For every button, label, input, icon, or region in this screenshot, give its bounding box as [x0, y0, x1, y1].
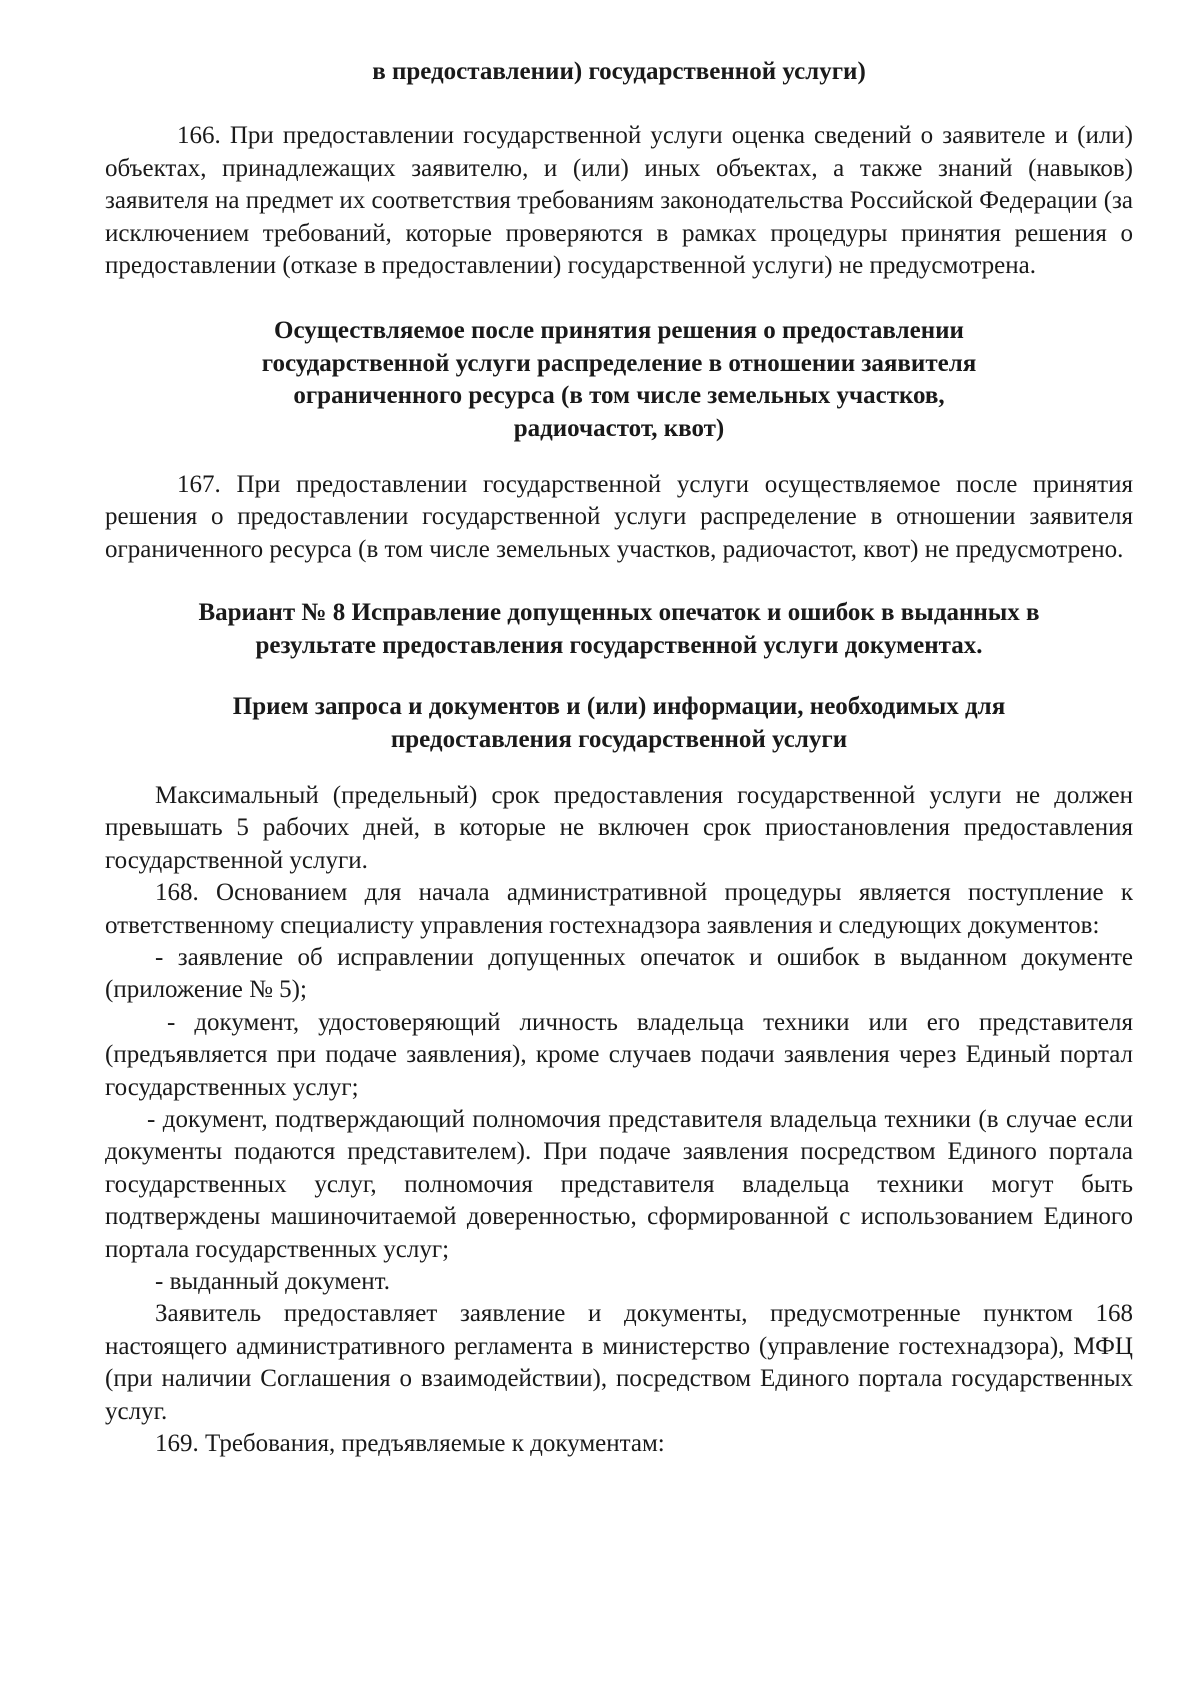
paragraph-168: 168. Основанием для начала административной процедуры является поступление к ответственному специалисту управления гостехнадзора заявления и следующих документов:	[105, 879, 1133, 939]
list-item-issued-document: - выданный документ.	[155, 1268, 390, 1295]
heading-reception-line-2: предоставления государственной услуги	[390, 725, 848, 753]
heading-distribution	[105, 315, 1133, 445]
paragraph-169: 169. Требования, предъявляемые к документам:	[155, 1430, 665, 1458]
heading-reception	[105, 691, 1133, 756]
document-page	[105, 56, 1133, 1460]
list-item-identity-document: - документ, удостоверяющий личность владельца техники или его представителя (предъявляется при подаче заявления), кроме случаев подачи заявления через Единый портал государственных услуг;	[105, 1008, 1133, 1101]
heading-variant-line-2: результате предоставления государственной услуги документах.	[255, 631, 983, 659]
paragraph-applicant: Заявитель предоставляет заявление и документы, предусмотренные пунктом 168 настоящего административного регламента в министерство (управление гостехнадзора), МФЦ (при наличии Соглашения о взаимодействии), посредством Единого портала государственных услуг.	[105, 1300, 1133, 1425]
heading-distribution-line-4: радиочастот, квот)	[513, 414, 725, 442]
heading-variant-line-1: Вариант № 8 Исправление допущенных опечаток и ошибок в выданных в	[198, 599, 1040, 627]
list-item-authority-document: - документ, подтверждающий полномочия представителя владельца техники (в случае если документы подаются представителем). При подаче заявления посредством Единого портала государственных услуг, полномочия представителя владельца техники могут быть подтверждены машиночитаемой доверенностью, сформированной с использованием Единого портала государственных услуг;	[105, 1105, 1133, 1263]
heading-distribution-line-3: ограниченного ресурса (в том числе земельных участков,	[293, 382, 945, 410]
heading-distribution-line-2: государственной услуги распределение в отношении заявителя	[261, 349, 977, 377]
heading-reception-line-1: Прием запроса и документов и (или) информации, необходимых для	[232, 693, 1006, 721]
heading-distribution-line-1: Осуществляемое после принятия решения о предоставлении	[274, 317, 964, 345]
paragraph-167: 167. При предоставлении государственной услуги осуществляемое после принятия решения о предоставлении государственной услуги распределение в отношении заявителя ограниченного ресурса (в том числе земельных участков, радиочастот, квот) не предусмотрено.	[105, 471, 1133, 563]
paragraph-max-term: Максимальный (предельный) срок предоставления государственной услуги не должен превышать 5 рабочих дней, в которые не включен срок приостановления предоставления государственной услуги.	[105, 781, 1133, 874]
top-heading-continuation: в предоставлении) государственной услуги)	[372, 58, 866, 85]
paragraph-166: 166. При предоставлении государственной услуги оценка сведений о заявителе и (или) объектах, принадлежащих заявителю, и (или) иных объектах, а также знаний (навыков) заявителя на предмет их соответствия требованиям законодательства Российской Федерации (за исключением требований, которые проверяются в рамках процедуры принятия решения о предоставлении (отказе в предоставлении) государственной услуги) не предусмотрена.	[105, 122, 1133, 280]
heading-variant-8	[105, 597, 1133, 662]
list-item-application: - заявление об исправлении допущенных опечаток и ошибок в выданном документе (приложение № 5);	[105, 943, 1133, 1004]
